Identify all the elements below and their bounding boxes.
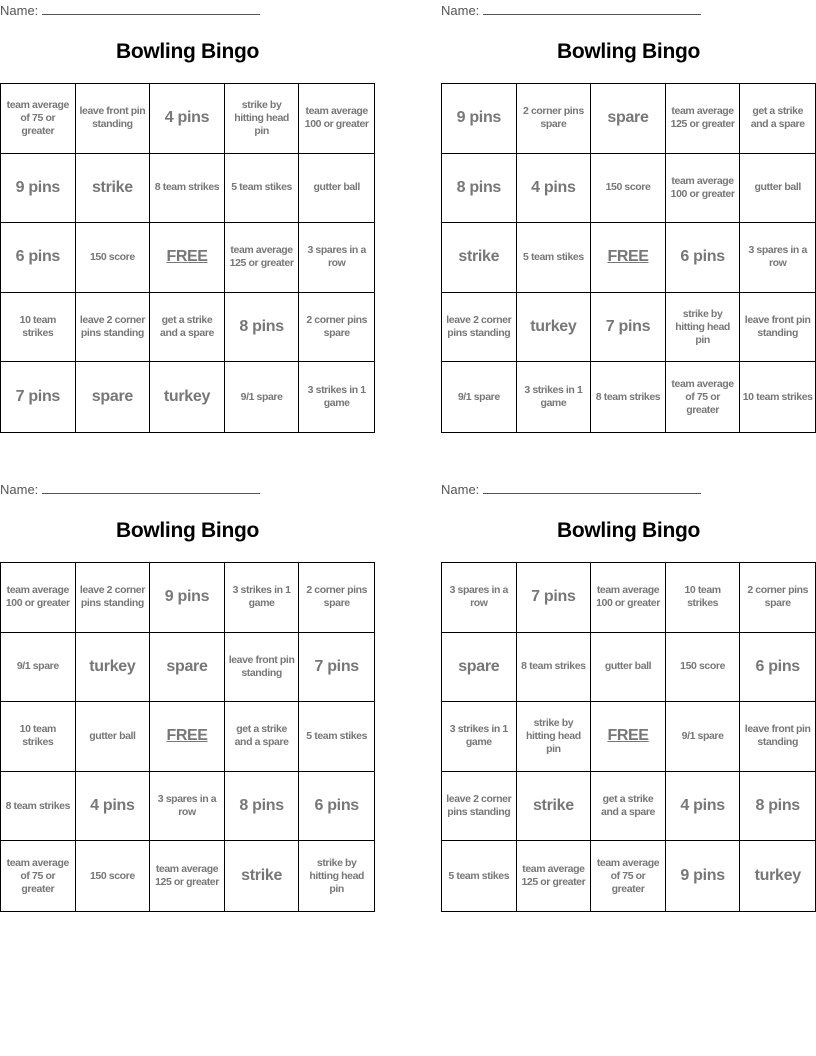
bingo-cell-label: 4 pins (164, 109, 210, 127)
bingo-cell-label: strike (532, 797, 574, 815)
bingo-cell[interactable] (299, 154, 374, 224)
bingo-cell[interactable] (76, 633, 151, 703)
bingo-cell[interactable] (740, 563, 815, 633)
bingo-cell[interactable] (150, 772, 225, 842)
card-title-text: Bowling Bingo (115, 40, 260, 63)
bingo-cell[interactable] (442, 772, 517, 842)
bingo-cell[interactable] (666, 702, 741, 772)
bingo-grid (0, 562, 375, 912)
bingo-cell[interactable] (517, 702, 592, 772)
bingo-grid (0, 83, 375, 433)
bingo-cell-label: 6 pins (15, 248, 61, 266)
bingo-cell[interactable] (76, 362, 151, 432)
card-title (0, 40, 375, 64)
name-label: Name: (441, 482, 480, 497)
card-title-text: Bowling Bingo (556, 40, 701, 63)
bingo-cell-label: 8 team strikes (521, 660, 586, 673)
bingo-cell[interactable] (740, 633, 815, 703)
bingo-cell[interactable] (150, 362, 225, 432)
name-label: Name: (0, 482, 39, 497)
bingo-cell[interactable] (740, 154, 815, 224)
bingo-cell-label: 9 pins (15, 178, 61, 196)
name-label: Name: (441, 3, 480, 18)
bingo-cell-label: 10 team strikes (19, 723, 56, 749)
bingo-cell[interactable] (1, 772, 76, 842)
bingo-cell-label: 5 team stikes (448, 869, 510, 882)
bingo-cell[interactable] (591, 362, 666, 432)
bingo-cell[interactable] (666, 633, 741, 703)
bingo-cell-label: strike (458, 248, 500, 266)
bingo-cell-label: strike by hitting head pin (526, 716, 581, 755)
bingo-cell[interactable] (517, 293, 592, 363)
free-space[interactable] (150, 702, 225, 772)
bingo-cell-label: team average of 75 or greater (596, 856, 660, 895)
bingo-cell[interactable] (299, 772, 374, 842)
bingo-cell[interactable] (76, 293, 151, 363)
free-space[interactable] (591, 702, 666, 772)
bingo-cell-label: 7 pins (605, 318, 651, 336)
bingo-cell-label: 3 strikes in 1 game (524, 384, 583, 410)
bingo-cell-label: 8 pins (755, 797, 800, 815)
bingo-cell-label: 8 pins (239, 318, 284, 336)
bingo-cell-label: 3 spares in a row (157, 793, 217, 819)
bingo-cell-label: turkey (89, 657, 136, 675)
name-field[interactable] (441, 482, 701, 497)
bingo-cell-label: spare (458, 657, 500, 675)
bingo-cell[interactable] (76, 223, 151, 293)
bingo-cell[interactable] (666, 84, 741, 154)
bingo-cell[interactable] (591, 841, 666, 911)
bingo-cell-label: 3 strikes in 1 game (449, 723, 508, 749)
bingo-cell[interactable] (740, 293, 815, 363)
bingo-cell-label: 10 team strikes (742, 390, 813, 403)
bingo-cell-label: leave front pin standing (744, 723, 811, 749)
bingo-cell[interactable] (666, 223, 741, 293)
bingo-cell[interactable] (299, 841, 374, 911)
bingo-cell[interactable] (76, 154, 151, 224)
name-label: Name: (0, 3, 39, 18)
bingo-cell-label: 150 score (89, 250, 135, 263)
bingo-cell-label: 10 team strikes (19, 314, 56, 340)
bingo-cell[interactable] (666, 841, 741, 911)
bingo-cell-label: team average of 75 or greater (6, 98, 69, 137)
bingo-cell-label: team average 100 or greater (304, 105, 369, 131)
bingo-cell-label: 7 pins (314, 657, 359, 675)
bingo-cell-label: 7 pins (531, 588, 576, 606)
bingo-cell[interactable] (666, 293, 741, 363)
bingo-cell-label: team average of 75 or greater (671, 377, 734, 416)
bingo-cell[interactable] (150, 563, 225, 633)
bingo-cell-label: 4 pins (90, 797, 135, 815)
bingo-cell-label: leave 2 corner pins standing (79, 314, 145, 340)
bingo-cell-label: team average 100 or greater (670, 174, 735, 200)
bingo-cell[interactable] (740, 223, 815, 293)
bingo-cell-label: 2 corner pins spare (306, 314, 368, 340)
bingo-cell[interactable] (517, 841, 592, 911)
bingo-cell-label: 6 pins (680, 248, 725, 266)
bingo-cell-label: 2 corner pins spare (523, 105, 584, 131)
bingo-cell-label: 3 spares in a row (748, 244, 807, 270)
bingo-grid (441, 562, 816, 912)
name-blank-line[interactable] (42, 482, 260, 494)
bingo-cell-label: gutter ball (754, 181, 801, 194)
bingo-cell[interactable] (225, 702, 300, 772)
bingo-cell[interactable] (666, 154, 741, 224)
free-space[interactable] (150, 223, 225, 293)
bingo-cell-label: 8 pins (239, 797, 284, 815)
bingo-cell[interactable] (517, 362, 592, 432)
card-title (0, 519, 375, 543)
bingo-cell-label: 9/1 spare (16, 660, 59, 673)
bingo-cell[interactable] (517, 84, 592, 154)
bingo-cell-label: 9/1 spare (681, 729, 724, 742)
bingo-cell-label: team average of 75 or greater (6, 856, 69, 895)
bingo-cell-label: leave front pin standing (79, 105, 146, 131)
bingo-cell-label: gutter ball (313, 181, 360, 194)
bingo-cell-label: 5 team stikes (306, 729, 368, 742)
bingo-cell[interactable] (299, 84, 374, 154)
bingo-cell[interactable] (1, 154, 76, 224)
bingo-cell-label: strike (91, 178, 133, 196)
bingo-grid (441, 83, 816, 433)
bingo-cell-label: 3 spares in a row (449, 584, 508, 610)
bingo-cell[interactable] (591, 772, 666, 842)
bingo-cell[interactable] (442, 84, 517, 154)
bingo-cell[interactable] (150, 633, 225, 703)
bingo-cell-label: get a strike and a spare (160, 314, 214, 340)
bingo-cell-label: get a strike and a spare (234, 723, 289, 749)
bingo-cell[interactable] (225, 84, 300, 154)
bingo-cell[interactable] (740, 84, 815, 154)
bingo-cell-label: leave 2 corner pins standing (446, 314, 512, 340)
bingo-cell[interactable] (225, 563, 300, 633)
bingo-cell[interactable] (442, 154, 517, 224)
bingo-cell[interactable] (1, 293, 76, 363)
bingo-cell[interactable] (666, 772, 741, 842)
free-space[interactable] (591, 223, 666, 293)
name-blank-line[interactable] (483, 482, 701, 494)
bingo-cell-label: strike by hitting head pin (234, 98, 289, 137)
bingo-cell-label: FREE (607, 727, 649, 745)
bingo-cell-label: 2 corner pins spare (306, 584, 368, 610)
name-field[interactable] (441, 3, 701, 18)
bingo-cell-label: FREE (166, 248, 208, 266)
bingo-cell[interactable] (666, 563, 741, 633)
bingo-cell[interactable] (740, 702, 815, 772)
card-title-text: Bowling Bingo (115, 519, 260, 542)
bingo-cell-label: gutter ball (89, 729, 136, 742)
bingo-cell-label: team average 125 or greater (229, 244, 294, 270)
bingo-cell-label: 9 pins (164, 588, 210, 606)
name-field[interactable] (0, 482, 260, 497)
bingo-cell[interactable] (76, 563, 151, 633)
bingo-cell-label: 150 score (605, 181, 651, 194)
bingo-cell-label: spare (607, 109, 649, 127)
bingo-cell-label: 4 pins (531, 178, 576, 196)
bingo-cell[interactable] (740, 772, 815, 842)
bingo-cell[interactable] (517, 772, 592, 842)
bingo-cell[interactable] (150, 84, 225, 154)
bingo-cell-label: leave front pin standing (744, 314, 811, 340)
bingo-cell-label: turkey (754, 867, 801, 885)
bingo-cell-label: 5 team stikes (231, 181, 292, 194)
bingo-cell[interactable] (150, 293, 225, 363)
bingo-cell[interactable] (442, 841, 517, 911)
bingo-cell[interactable] (299, 563, 374, 633)
bingo-cell-label: leave front pin standing (228, 653, 295, 679)
bingo-cell[interactable] (1, 633, 76, 703)
name-field[interactable] (0, 3, 260, 18)
bingo-cell[interactable] (76, 84, 151, 154)
bingo-cell-label: gutter ball (604, 660, 652, 673)
bingo-cell[interactable] (299, 293, 374, 363)
bingo-cell-label: 8 team strikes (154, 181, 220, 194)
bingo-cell-label: strike (241, 867, 283, 885)
bingo-cell[interactable] (442, 293, 517, 363)
bingo-cell[interactable] (225, 362, 300, 432)
bingo-cell-label: 2 corner pins spare (747, 584, 809, 610)
bingo-cell-label: 9/1 spare (457, 390, 500, 403)
bingo-cell[interactable] (740, 841, 815, 911)
bingo-cell[interactable] (1, 702, 76, 772)
bingo-cell[interactable] (591, 84, 666, 154)
bingo-cell-label: 8 team strikes (595, 390, 661, 403)
card-title (441, 519, 816, 543)
bingo-cell[interactable] (591, 563, 666, 633)
bingo-cell-label: 9 pins (680, 867, 725, 885)
bingo-cell[interactable] (225, 293, 300, 363)
bingo-cell-label: spare (91, 388, 133, 406)
bingo-cell-label: strike by hitting head pin (309, 856, 365, 895)
bingo-cell-label: get a strike and a spare (601, 793, 655, 819)
bingo-cell[interactable] (299, 702, 374, 772)
bingo-cell-label: spare (166, 657, 208, 675)
bingo-cell[interactable] (299, 633, 374, 703)
bingo-cell-label: 9/1 spare (240, 390, 283, 403)
bingo-cell[interactable] (1, 362, 76, 432)
name-blank-line[interactable] (483, 3, 701, 15)
bingo-cell-label: team average 125 or greater (521, 863, 586, 889)
bingo-cell[interactable] (442, 223, 517, 293)
card-title (441, 40, 816, 64)
bingo-cell[interactable] (517, 563, 592, 633)
bingo-cell-label: 150 score (89, 869, 135, 882)
bingo-cell[interactable] (225, 223, 300, 293)
bingo-cell[interactable] (517, 154, 592, 224)
bingo-cell-label: 7 pins (15, 388, 61, 406)
bingo-cell-label: 10 team strikes (684, 584, 721, 610)
bingo-cell-label: FREE (166, 727, 208, 745)
bingo-cell[interactable] (1, 841, 76, 911)
bingo-cell-label: team average 125 or greater (670, 105, 735, 131)
bingo-cell[interactable] (1, 563, 76, 633)
bingo-cell[interactable] (591, 633, 666, 703)
bingo-cell-label: 150 score (680, 660, 726, 673)
bingo-cell[interactable] (1, 84, 76, 154)
bingo-cell-label: strike by hitting head pin (675, 307, 730, 346)
card-title-text: Bowling Bingo (556, 519, 701, 542)
bingo-cell-label: 4 pins (680, 797, 725, 815)
bingo-cell[interactable] (299, 362, 374, 432)
bingo-cell-label: team average 100 or greater (5, 584, 70, 610)
bingo-cell[interactable] (1, 223, 76, 293)
bingo-cell[interactable] (666, 362, 741, 432)
bingo-cell[interactable] (740, 362, 815, 432)
bingo-cell-label: 3 spares in a row (307, 244, 366, 270)
name-blank-line[interactable] (42, 3, 260, 15)
bingo-cell[interactable] (225, 772, 300, 842)
bingo-cell[interactable] (591, 293, 666, 363)
bingo-cell[interactable] (225, 633, 300, 703)
bingo-cell-label: 9 pins (456, 109, 502, 127)
bingo-cell[interactable] (225, 841, 300, 911)
bingo-cell-label: 5 team stikes (523, 250, 584, 263)
bingo-cell[interactable] (591, 154, 666, 224)
bingo-cell[interactable] (299, 223, 374, 293)
bingo-cell[interactable] (442, 702, 517, 772)
bingo-cell-label: 8 pins (456, 178, 502, 196)
bingo-cell-label: 3 strikes in 1 game (232, 584, 291, 610)
bingo-cell-label: team average 100 or greater (596, 584, 660, 610)
bingo-cell[interactable] (150, 154, 225, 224)
bingo-cell[interactable] (442, 362, 517, 432)
bingo-cell[interactable] (442, 633, 517, 703)
bingo-cell[interactable] (76, 702, 151, 772)
bingo-cell-label: team average 125 or greater (155, 863, 219, 889)
bingo-cell-label: turkey (163, 388, 211, 406)
bingo-cell-label: 8 team strikes (5, 799, 71, 812)
bingo-cell-label: 6 pins (755, 657, 800, 675)
bingo-cell[interactable] (150, 841, 225, 911)
bingo-cell-label: leave 2 corner pins standing (446, 793, 512, 819)
bingo-cell[interactable] (76, 772, 151, 842)
bingo-cell-label: leave 2 corner pins standing (79, 584, 145, 610)
bingo-cell-label: turkey (530, 318, 577, 336)
bingo-cell-label: 3 strikes in 1 game (307, 384, 366, 410)
bingo-cell[interactable] (442, 563, 517, 633)
bingo-cell-label: get a strike and a spare (750, 105, 805, 131)
bingo-cell-label: 6 pins (314, 797, 359, 815)
bingo-cell[interactable] (517, 633, 592, 703)
bingo-cell[interactable] (517, 223, 592, 293)
bingo-cell[interactable] (225, 154, 300, 224)
bingo-cell[interactable] (76, 841, 151, 911)
bingo-cell-label: FREE (607, 248, 649, 266)
